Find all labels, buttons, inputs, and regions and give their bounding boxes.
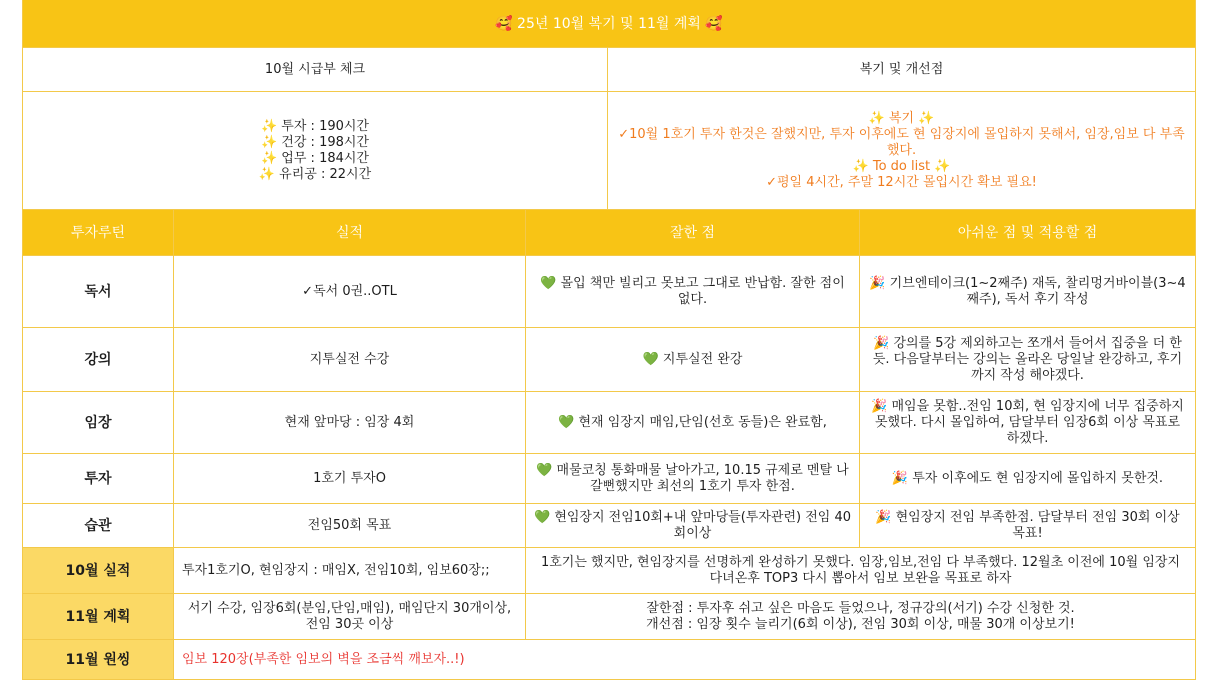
invest-result: 1호기 투자O xyxy=(174,454,526,504)
november-plan: 서기 수강, 임장6회(분임,단임,매임), 매임단지 30개이상, 전임 30곳 이상 xyxy=(174,594,526,640)
row-label-lecture: 강의 xyxy=(22,328,174,392)
october-review: 1호기는 했지만, 현임장지를 선명하게 완성하기 못했다. 임장,임보,전임 다 부족했다. 12월초 이전에 10월 임장지 다녀온후 TOP3 다시 뽑아서 임보 보완을 목표로 하자 xyxy=(526,548,1196,594)
hours-work: ✨ 업무 : 184시간 xyxy=(260,150,369,166)
row-label-invest: 투자 xyxy=(22,454,174,504)
fieldtrip-improve: 🎉 매임을 못함..전임 10회, 현 임장지에 너무 집중하지 못했다. 다시 몰입하여, 담달부터 임장6회 이상 목표로 하겠다. xyxy=(860,392,1196,454)
row-label-habit: 습관 xyxy=(22,504,174,548)
summary-label-october: 10월 실적 xyxy=(22,548,174,594)
summary-label-november: 11월 계획 xyxy=(22,594,174,640)
habit-good: 💚 현임장지 전임10회+내 앞마당들(투자관련) 전임 40회이상 xyxy=(526,504,860,548)
check-header: 10월 시급부 체크 xyxy=(22,48,608,92)
fieldtrip-good: 💚 현재 임장지 매임,단임(선호 동들)은 완료함, xyxy=(526,392,860,454)
habit-result: 전임50회 목표 xyxy=(174,504,526,548)
hours-invest: ✨ 투자 : 190시간 xyxy=(260,118,369,134)
invest-improve: 🎉 투자 이후에도 현 임장지에 몰입하지 못한것. xyxy=(860,454,1196,504)
october-result: 투자1호기O, 현임장지 : 매임X, 전임10회, 임보60장;; xyxy=(174,548,526,594)
review-header: 복기 및 개선점 xyxy=(608,48,1196,92)
col-improve: 아쉬운 점 및 적용할 점 xyxy=(860,210,1196,256)
fieldtrip-result: 현재 앞마당 : 임장 4회 xyxy=(174,392,526,454)
review-cell xyxy=(608,92,1196,210)
hours-health: ✨ 건강 : 198시간 xyxy=(260,134,369,150)
todo-text: ✓평일 4시간, 주말 12시간 몰입시간 확보 필요! xyxy=(766,174,1037,190)
invest-good: 💚 매물코칭 통화매물 날아가고, 10.15 규제로 멘탈 나갈뻔했지만 최선의 1호기 투자 한점. xyxy=(526,454,860,504)
col-routine: 투자루틴 xyxy=(22,210,174,256)
todo-heading: ✨ To do list ✨ xyxy=(852,158,951,174)
onething-goal: 임보 120장(부족한 임보의 벽을 조금씩 깨보자..!) xyxy=(174,640,1196,680)
row-label-fieldtrip: 임장 xyxy=(22,392,174,454)
col-result: 실적 xyxy=(174,210,526,256)
lecture-result: 지투실전 수강 xyxy=(174,328,526,392)
november-notes: 잘한점 : 투자후 쉬고 싶은 마음도 들었으나, 정규강의(서기) 수강 신청한 것. 개선점 : 임장 횟수 늘리기(6회 이상), 전임 30회 이상, 매물 30개 이상보기! xyxy=(526,594,1196,640)
hours-cell xyxy=(22,92,608,210)
reading-good: 💚 몰입 책만 빌리고 못보고 그대로 반납함. 잘한 점이 없다. xyxy=(526,256,860,328)
habit-improve: 🎉 현임장지 전임 부족한점. 담달부터 전임 30회 이상 목표! xyxy=(860,504,1196,548)
hours-other: ✨ 유리공 : 22시간 xyxy=(258,166,372,182)
reading-result: ✓독서 0권..OTL xyxy=(174,256,526,328)
summary-label-onething: 11월 원씽 xyxy=(22,640,174,680)
reading-improve: 🎉 기브엔테이크(1~2째주) 재독, 찰리멍거바이블(3~4째주), 독서 후기 작성 xyxy=(860,256,1196,328)
col-good: 잘한 점 xyxy=(526,210,860,256)
review-text: ✓10월 1호기 투자 한것은 잘했지만, 투자 이후에도 현 임장지에 몰입하지 못해서, 임장,임보 다 부족했다. xyxy=(618,126,1185,158)
lecture-improve: 🎉 강의를 5강 제외하고는 쪼개서 들어서 집중을 더 한듯. 다음달부터는 강의는 올라온 당일날 완강하고, 후기까지 작성 해야겠다. xyxy=(860,328,1196,392)
row-label-reading: 독서 xyxy=(22,256,174,328)
table-title: 🥰 25년 10월 복기 및 11월 계획 🥰 xyxy=(22,0,1196,48)
review-heading: ✨ 복기 ✨ xyxy=(868,110,935,126)
lecture-good: 💚 지투실전 완강 xyxy=(526,328,860,392)
review-table xyxy=(22,0,1196,684)
